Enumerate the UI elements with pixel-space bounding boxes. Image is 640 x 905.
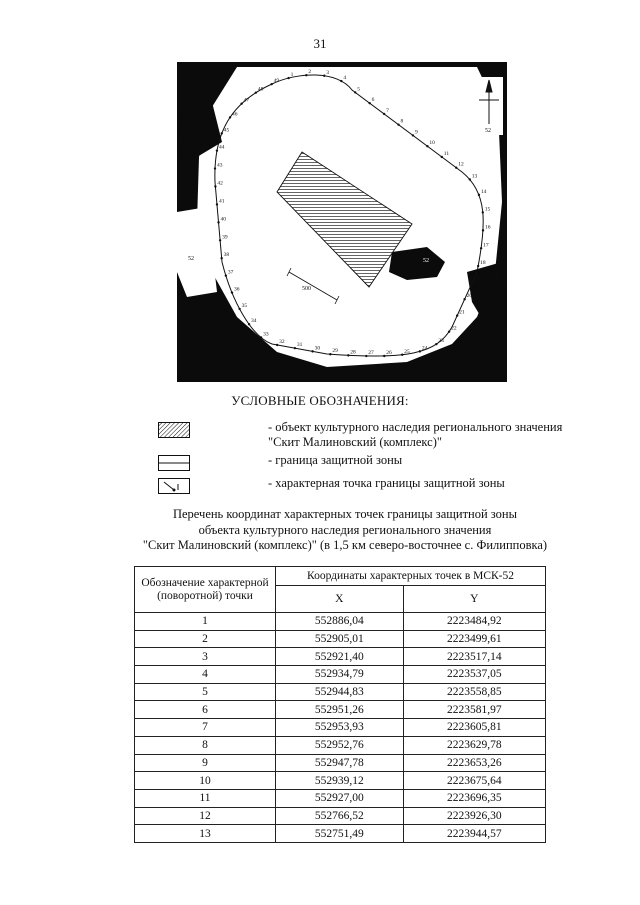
- boundary-point: [225, 274, 227, 276]
- table-row: [135, 701, 546, 719]
- col-point-header: Обозначение характерной (поворотной) точки: [135, 567, 276, 613]
- cell-y: 2223499,61: [403, 630, 545, 648]
- cell-x: 552947,78: [276, 754, 404, 772]
- boundary-point: [214, 167, 216, 169]
- boundary-point: [255, 91, 257, 93]
- boundary-point-label: 7: [386, 107, 389, 114]
- boundary-point-label: 30: [314, 345, 321, 352]
- legend-item-boundary: [158, 453, 578, 473]
- cell-y: 2223517,14: [403, 648, 545, 666]
- table-row: [135, 630, 546, 648]
- cell-y: 2223484,92: [403, 613, 545, 631]
- boundary-point: [482, 229, 484, 231]
- table-row: [135, 736, 546, 754]
- boundary-point-label: 6: [371, 97, 375, 104]
- hatched-rectangle-icon: [158, 422, 190, 438]
- cell-x: 552953,93: [276, 719, 404, 737]
- boundary-point-label: 3: [326, 69, 330, 76]
- boundary-point-label: 2: [308, 69, 312, 76]
- boundary-point: [216, 149, 218, 151]
- site-map: [177, 62, 507, 382]
- boundary-point-label: 11: [443, 150, 450, 157]
- boundary-point-label: 37: [227, 269, 234, 276]
- cell-y: 2223581,97: [403, 701, 545, 719]
- cell-y: 2223605,81: [403, 719, 545, 737]
- cell-x: 552927,00: [276, 789, 404, 807]
- boundary-point: [216, 203, 218, 205]
- boundary-point: [480, 247, 482, 249]
- table-row: [135, 754, 546, 772]
- boundary-point: [220, 257, 222, 259]
- table-row: [135, 666, 546, 684]
- cell-y: 2223653,26: [403, 754, 545, 772]
- boundary-point-label: 48: [257, 86, 264, 93]
- cell-x: 552934,79: [276, 666, 404, 684]
- scale-label: 500: [302, 286, 311, 292]
- boundary-point-label: 27: [368, 350, 374, 357]
- cell-point: 7: [135, 719, 276, 737]
- col-y-header: Y: [403, 586, 545, 613]
- boundary-point-label: 45: [223, 127, 230, 134]
- boundary-point-label: 14: [480, 188, 487, 195]
- cell-point: 8: [135, 736, 276, 754]
- boundary-point: [397, 123, 399, 125]
- boundary-point-icon: [158, 478, 190, 494]
- boundary-point: [287, 77, 289, 79]
- boundary-point: [456, 314, 458, 316]
- cell-y: 2223675,64: [403, 772, 545, 790]
- list-title-line: объекта культурного наследия регионального значения: [198, 522, 492, 537]
- boundary-point-label: 18: [480, 260, 486, 267]
- boundary-point: [455, 167, 457, 169]
- boundary-point: [419, 350, 421, 352]
- boundary-point-label: 28: [350, 349, 356, 356]
- boundary-point-label: 34: [251, 318, 257, 325]
- boundary-point: [471, 282, 473, 284]
- boundary-line-icon: [158, 455, 190, 471]
- cell-y: 2223926,30: [403, 807, 545, 825]
- coords-group-header: Координаты характерных точек в МСК-52: [276, 567, 546, 586]
- cell-point: 5: [135, 683, 276, 701]
- cell-y: 2223558,85: [403, 683, 545, 701]
- legend-item-point: [158, 476, 578, 496]
- boundary-point-label: 16: [485, 224, 491, 231]
- boundary-point-label: 10: [429, 140, 435, 147]
- table-row: [135, 789, 546, 807]
- boundary-point: [214, 185, 216, 187]
- cell-x: 552939,12: [276, 772, 404, 790]
- cell-y: 2223629,78: [403, 736, 545, 754]
- coordinates-list-title: [0, 507, 640, 554]
- area-label: 52: [188, 256, 194, 262]
- boundary-point-label: 44: [218, 144, 225, 151]
- boundary-point: [448, 330, 450, 332]
- boundary-point: [401, 354, 403, 356]
- boundary-point: [463, 298, 465, 300]
- table-row: [135, 683, 546, 701]
- boundary-point: [240, 102, 242, 104]
- boundary-point-label: 26: [386, 349, 392, 356]
- boundary-point-label: 5: [357, 86, 360, 93]
- boundary-point: [426, 145, 428, 147]
- page-number: 31: [313, 36, 327, 51]
- cell-point: 2: [135, 630, 276, 648]
- boundary-point-label: 31: [296, 342, 303, 349]
- table-row: [135, 772, 546, 790]
- boundary-point-label: 35: [241, 302, 248, 309]
- boundary-point-label: 49: [273, 78, 280, 85]
- boundary-point-label: 1: [290, 72, 294, 79]
- boundary-point-label: 39: [222, 234, 228, 241]
- legend-text: - граница защитной зоны: [268, 453, 403, 467]
- legend-text: - объект культурного наследия регионального значения "Скит Малиновский (комплекс)": [268, 420, 563, 449]
- boundary-point: [276, 344, 278, 346]
- boundary-point-label: 15: [484, 206, 491, 213]
- boundary-point: [270, 83, 272, 85]
- cell-point: 10: [135, 772, 276, 790]
- boundary-point: [217, 221, 219, 223]
- boundary-point-label: 21: [459, 309, 465, 316]
- boundary-point-label: 42: [217, 180, 223, 187]
- boundary-point: [229, 116, 231, 118]
- table-row: [135, 825, 546, 843]
- legend-text: - характерная точка границы защитной зоны: [268, 476, 505, 490]
- area-label: 52: [423, 258, 429, 264]
- boundary-point: [238, 308, 240, 310]
- boundary-point: [294, 347, 296, 349]
- legend-title: УСЛОВНЫЕ ОБОЗНАЧЕНИЯ:: [231, 393, 409, 408]
- boundary-point: [219, 239, 221, 241]
- legend-item-heritage: [158, 420, 578, 452]
- table-body: [135, 613, 546, 843]
- cell-x: 552921,40: [276, 648, 404, 666]
- boundary-point-label: 24: [421, 345, 428, 352]
- boundary-point-label: 12: [458, 161, 464, 168]
- cell-point: 12: [135, 807, 276, 825]
- boundary-point-label: 32: [279, 338, 285, 345]
- boundary-point: [323, 75, 325, 77]
- boundary-point: [383, 113, 385, 115]
- boundary-point: [435, 343, 437, 345]
- boundary-point: [311, 350, 313, 352]
- boundary-point-label: 36: [233, 286, 240, 293]
- table-row: [135, 719, 546, 737]
- cell-x: 552952,76: [276, 736, 404, 754]
- boundary-point-label: 25: [404, 348, 410, 355]
- boundary-point-label: 40: [220, 216, 227, 223]
- boundary-point: [478, 194, 480, 196]
- cell-point: 9: [135, 754, 276, 772]
- cell-x: 552766,52: [276, 807, 404, 825]
- boundary-point: [482, 211, 484, 213]
- cell-x: 552905,01: [276, 630, 404, 648]
- cell-y: 2223944,57: [403, 825, 545, 843]
- boundary-point: [248, 323, 250, 325]
- boundary-point-label: 22: [451, 325, 457, 332]
- cell-point: 13: [135, 825, 276, 843]
- boundary-point: [354, 91, 356, 93]
- boundary-point: [469, 178, 471, 180]
- boundary-point: [231, 291, 233, 293]
- cell-x: 552751,49: [276, 825, 404, 843]
- table-row: [135, 807, 546, 825]
- boundary-point-label: 19: [474, 276, 480, 283]
- boundary-point-label: 4: [343, 75, 347, 82]
- table-row: [135, 648, 546, 666]
- boundary-point: [368, 102, 370, 104]
- boundary-point: [340, 80, 342, 82]
- cell-y: 2223696,35: [403, 789, 545, 807]
- cell-point: 3: [135, 648, 276, 666]
- cell-x: 552944,83: [276, 683, 404, 701]
- boundary-point: [365, 355, 367, 357]
- boundary-point-label: 29: [332, 348, 338, 355]
- boundary-point-label: 17: [483, 242, 489, 249]
- boundary-point: [441, 156, 443, 158]
- cell-y: 2223537,05: [403, 666, 545, 684]
- boundary-point-label: 43: [216, 162, 223, 169]
- compass-label: 52: [485, 128, 491, 134]
- boundary-point-label: 46: [232, 111, 238, 118]
- col-x-header: X: [276, 586, 404, 613]
- cell-point: 11: [135, 789, 276, 807]
- boundary-point-label: 13: [471, 173, 478, 180]
- cell-x: 552886,04: [276, 613, 404, 631]
- boundary-point: [383, 355, 385, 357]
- table-row: [135, 613, 546, 631]
- boundary-point: [347, 354, 349, 356]
- boundary-point: [329, 353, 331, 355]
- boundary-point: [305, 74, 307, 76]
- coordinates-table: [134, 566, 546, 843]
- boundary-point-label: 47: [243, 97, 250, 104]
- cell-point: 1: [135, 613, 276, 631]
- boundary-point: [221, 132, 223, 134]
- cell-x: 552951,26: [276, 701, 404, 719]
- boundary-point-label: 9: [414, 129, 418, 136]
- list-title-line: "Скит Малиновский (комплекс)" (в 1,5 км северо-восточнее с. Филипповка): [142, 538, 548, 552]
- list-title-line: Перечень координат характерных точек границы защитной зоны: [172, 507, 518, 521]
- boundary-point-label: 23: [438, 338, 444, 345]
- boundary-point-label: 8: [400, 118, 404, 125]
- boundary-point-label: 38: [223, 252, 230, 259]
- boundary-point-label: 20: [466, 293, 473, 300]
- boundary-point: [260, 336, 262, 338]
- cell-point: 4: [135, 666, 276, 684]
- boundary-point: [412, 134, 414, 136]
- boundary-point-label: 33: [263, 331, 269, 338]
- boundary-point-label: 41: [218, 198, 225, 205]
- cell-point: 6: [135, 701, 276, 719]
- boundary-point: [477, 265, 479, 267]
